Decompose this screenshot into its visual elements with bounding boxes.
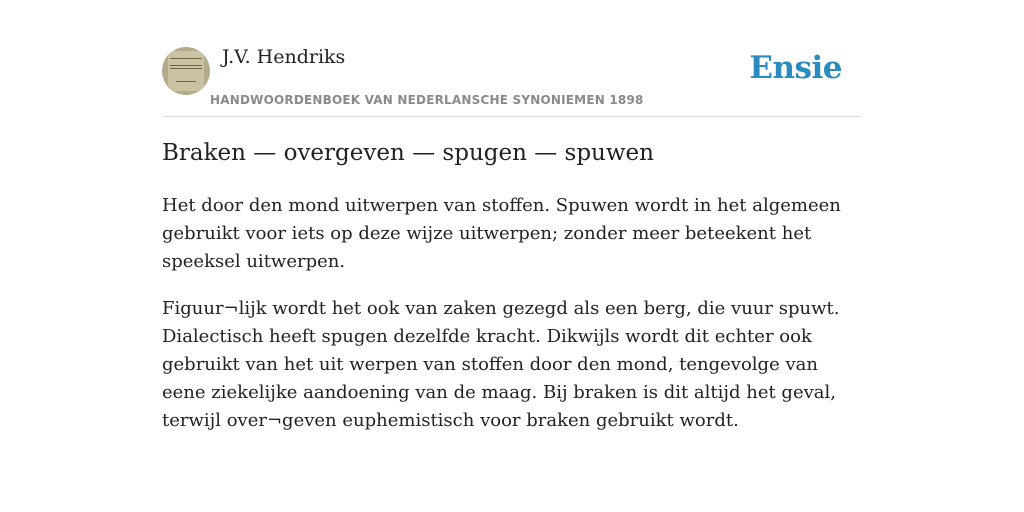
entry-paragraph: Het door den mond uitwerpen van stoffen. Spuwen wordt in het algemeen gebruikt voor iets op deze wijze uitwerpen; zonder meer beteekent het speeksel uitwerpen.	[162, 195, 841, 272]
cover-line	[176, 81, 196, 82]
entry-body	[162, 192, 862, 454]
entry-card	[162, 0, 862, 512]
entry-title: Braken — overgeven — spugen — spuwen	[162, 140, 654, 166]
source-title[interactable]: HANDWOORDENBOEK VAN NEDERLANSCHE SYNONIEMEN 1898	[210, 93, 644, 107]
author-name[interactable]: J.V. Hendriks	[222, 46, 346, 68]
cover-line	[170, 65, 202, 66]
book-cover-image	[168, 51, 204, 91]
brand-logo[interactable]: Ensie	[749, 50, 842, 86]
book-cover-avatar[interactable]	[162, 47, 210, 95]
entry-header	[162, 0, 862, 117]
cover-line	[170, 58, 202, 59]
cover-line	[170, 68, 202, 69]
entry-paragraph: Figuur¬lijk wordt het ook van zaken gezegd als een berg, die vuur spuwt. Dialectisch heeft spugen dezelfde kracht. Dikwijls wordt dit echter ook gebruikt van het uit werpen van stoffen door den mond, tengevolge van eene ziekelijke aandoening van de maag. Bij braken is dit altijd het geval, terwijl over¬geven euphemistisch voor braken gebruikt wordt.	[162, 298, 840, 431]
